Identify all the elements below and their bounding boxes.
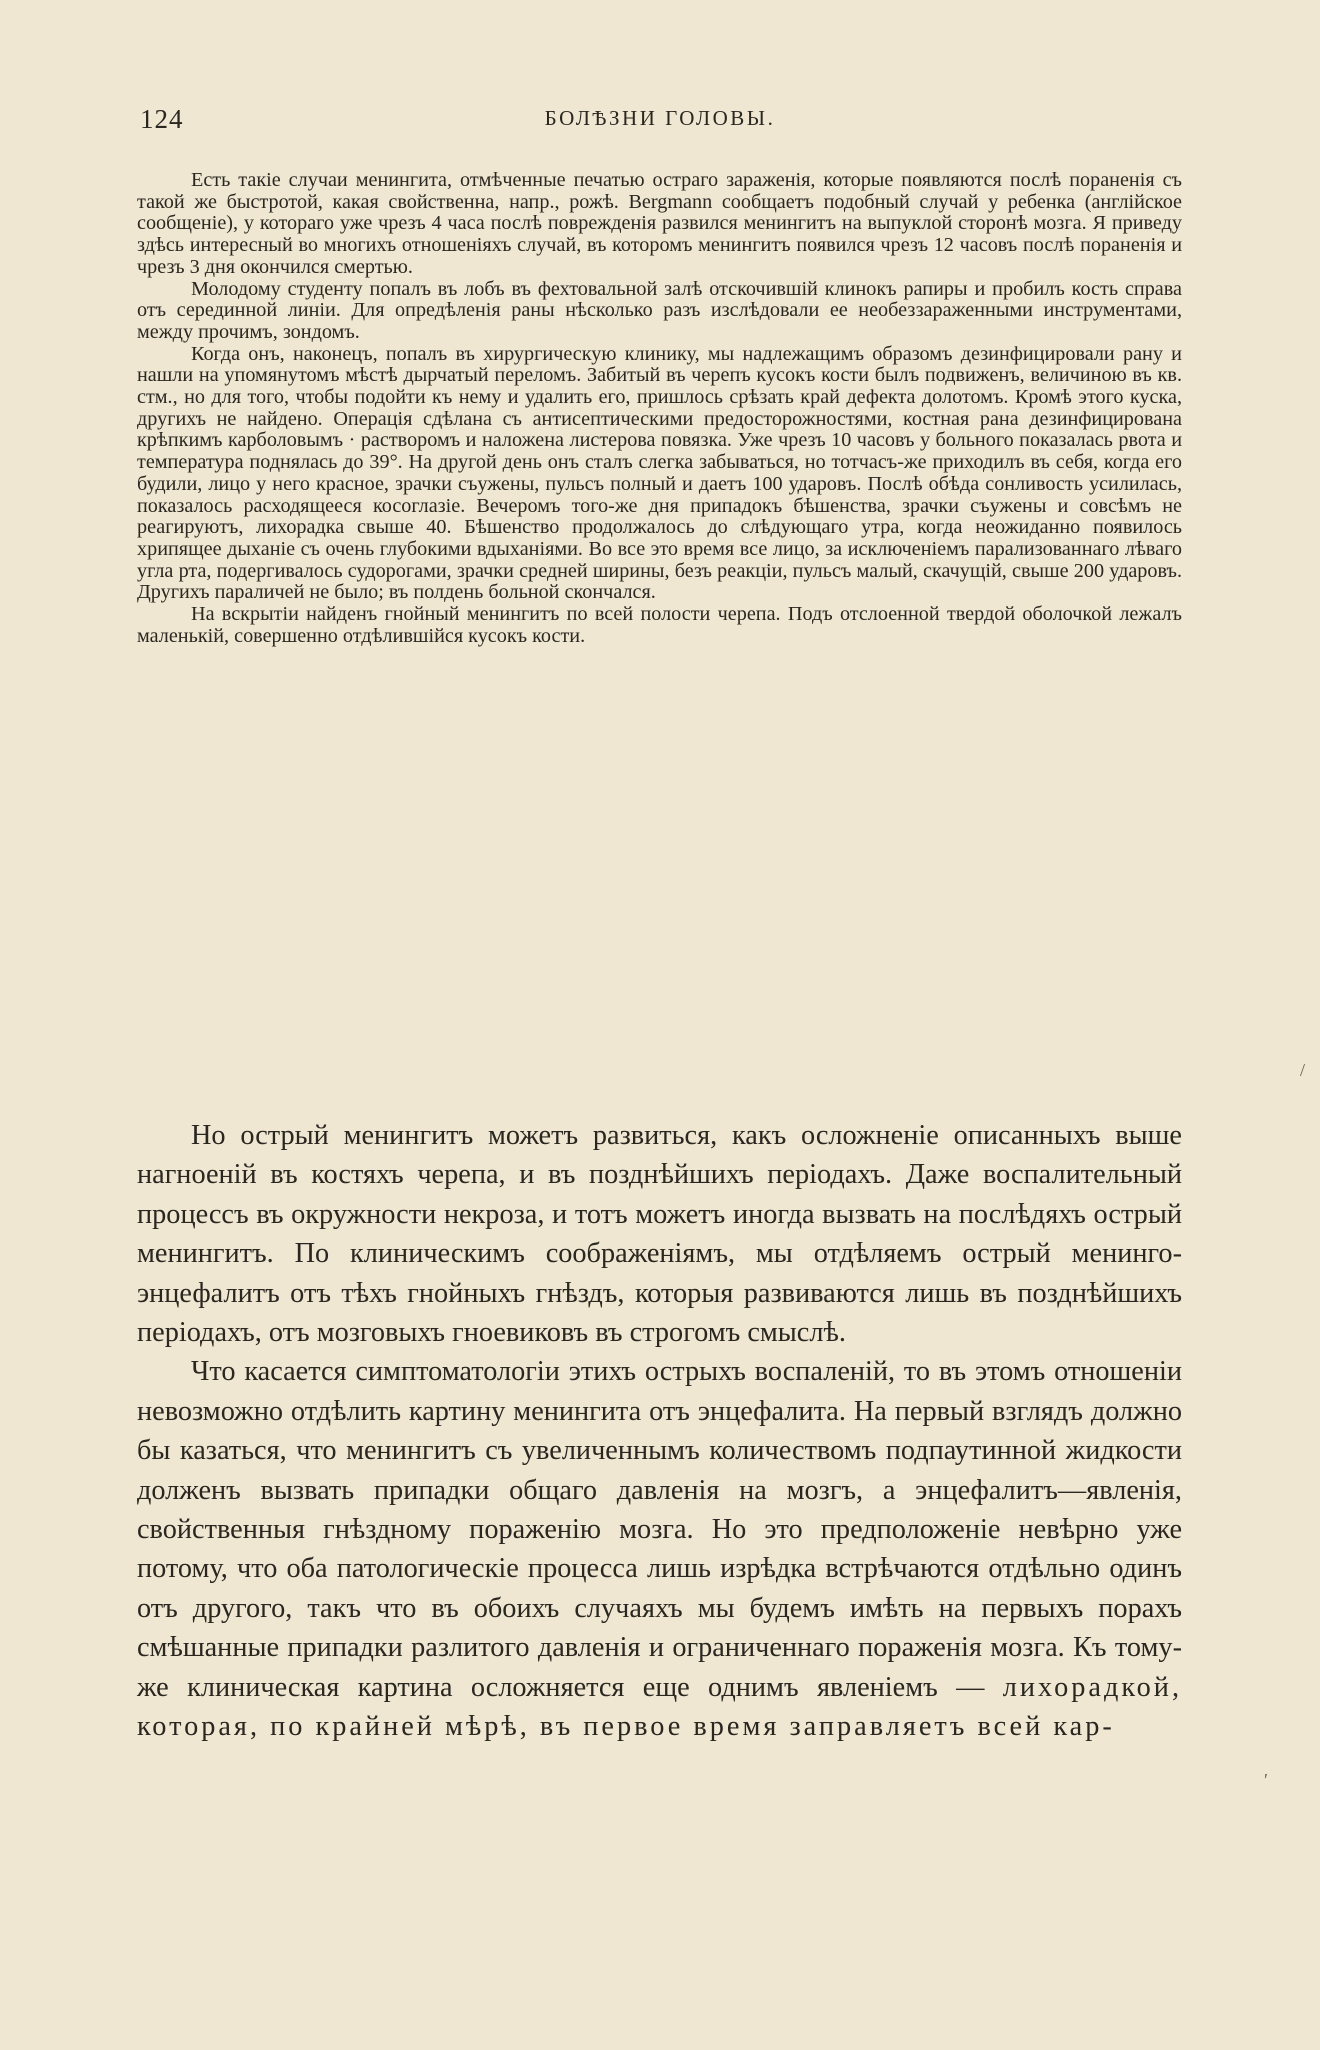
case-autopsy-paragraph: На вскрытіи найденъ гнойный менингитъ по всей полости черепа. Подъ отслоенной твердой оболочкой лежалъ маленькій, совершенно отдѣлившійся кусокъ кости. [137,603,1182,647]
case-intro-paragraph: Есть такіе случаи менингита, отмѣченные печатью остраго зараженія, которые появляются послѣ пораненія съ такой же быстротой, какая свойственна, напр., рожѣ. Bergmann сообщаетъ подобный случай у ребенка (англійское сообщеніе), у котораго уже чрезъ 4 часа послѣ поврежденія развился менингитъ на выпуклой сторонѣ мозга. Я приведу здѣсь интересный во многихъ отношеніяхъ случай, въ которомъ менингитъ появился чрезъ 12 часовъ послѣ пораненія и чрезъ 3 дня окончился смертью. [137,169,1182,278]
margin-tick: ′ [1264,1770,1268,1790]
case-course-paragraph: Когда онъ, наконецъ, попалъ въ хирургическую клинику, мы надлежащимъ образомъ дезинфицировали рану и нашли на упомянутомъ мѣстѣ дырчатый переломъ. Забитый въ черепъ кусокъ кости былъ подвиженъ, величиною въ кв. стм., но для того, чтобы подойти къ нему и удалить его, пришлось срѣзать край дефекта долотомъ. Кромѣ этого куска, другихъ не найдено. Операція сдѣлана съ антисептическими предосторожностями, костная рана дезинфицирована крѣпкимъ карболовымъ · растворомъ и наложена листерова повязка. Уже чрезъ 10 часовъ у больного показалась рвота и температура поднялась до 39°. На другой день онъ сталъ слегка забываться, но тотчасъ-же приходилъ въ себя, когда его будили, лицо у него красное, зрачки съужены, пульсъ полный и даетъ 100 ударовъ. Послѣ обѣда сонливость усилилась, показалось расходящееся косоглазіе. Вечеромъ того-же дня припадокъ бѣшенства, зрачки съужены и совсѣмъ не реагируютъ, лихорадка свыше 40. Бѣшенство продолжалось до слѣдующаго утра, когда неожиданно появилось хрипящее дыханіе съ очень глубокими вдыханіями. Во все это время все лицо, за исключеніемъ парализованнаго лѣваго угла рта, подергивалось судорогами, зрачки средней ширины, безъ реакціи, пульсъ малый, скачущій, свыше 200 ударовъ. Другихъ параличей не было; въ полдень больной скончался. [137,342,1182,604]
symptomatology-text: Что касается симптоматологіи этихъ острыхъ воспаленій, то въ этомъ отношеніи невозможно отдѣлить картину менингита отъ энцефалита. На первый взглядъ должно бы казаться, что менингитъ съ увеличеннымъ количествомъ подпаутинной жидкости долженъ вызвать припадки общаго давленія на мозгъ, а энцефалитъ—явленія, свойственныя гнѣздному пораженію мозга. Но это предположеніе невѣрно уже потому, что оба патологическіе процесса лишь изрѣдка встрѣчаются отдѣльно одинъ отъ другого, такъ что въ обоихъ случаяхъ мы будемъ имѣть на первыхъ порахъ смѣшанные припадки разлитого давленія и ограниченнаго пораженія мозга. Къ тому-же клиническая картина осложняется еще однимъ явленіемъ — [137,1356,1182,1703]
meningitis-paragraph: Но острый менингитъ можетъ развиться, какъ осложненіе описанныхъ выше нагноеній въ костяхъ черепа, и въ позднѣйшихъ періодахъ. Даже воспалительный процессъ въ окружности некроза, и тотъ можетъ иногда вызвать на послѣдяхъ острый менингитъ. По клиническимъ соображеніямъ, мы отдѣляемъ острый менинго-энцефалитъ отъ тѣхъ гнойныхъ гнѣздъ, которыя развиваются лишь въ позднѣйшихъ періодахъ, отъ мозговыхъ гноевиковъ въ строгомъ смыслѣ. [137,1120,1182,1349]
page-number: 124 [140,104,184,134]
case-report [137,170,1182,647]
margin-tick: / [1300,1060,1306,1080]
spaced-emphasis: лихорадкой, которая, по крайней мѣрѣ, въ первое время заправляетъ всей кар- [137,1671,1183,1743]
running-title: БОЛѢЗНИ ГОЛОВЫ. [544,106,776,130]
case-injury-paragraph: Молодому студенту попалъ въ лобъ въ фехтовальной залѣ отскочившій клинокъ рапиры и пробилъ кость справа отъ серединной линіи. Для опредѣленія раны нѣсколько разъ изслѣдовали ее необеззараженными инструментами, между прочимъ, зондомъ. [137,277,1182,343]
main-text [137,1116,1182,1747]
running-head [140,104,1180,144]
symptomatology-paragraph [137,1352,1182,1746]
